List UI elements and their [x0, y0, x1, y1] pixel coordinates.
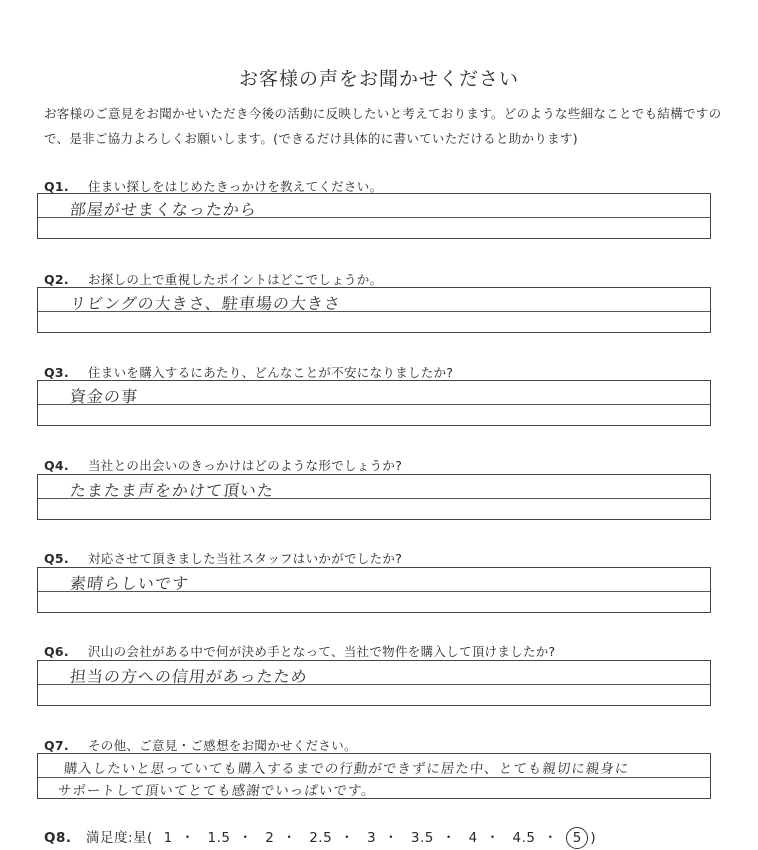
rating-option: 4.5	[512, 830, 536, 846]
answer-box-7	[37, 753, 711, 799]
question-6	[44, 642, 556, 660]
rating-separator: ・	[180, 830, 195, 846]
selected-rating: 5	[566, 827, 588, 849]
answer-divider	[38, 777, 710, 778]
rating-separator: ・	[384, 830, 399, 846]
answer-box-4	[37, 474, 711, 520]
question-text: 対応させて頂きました当社スタッフはいかがでしたか?	[88, 551, 403, 566]
answer-text: たまたま声をかけて頂いた	[68, 481, 275, 500]
rating-option: 2.5	[309, 830, 333, 846]
question-5	[44, 549, 402, 567]
question-number: Q7.	[44, 738, 69, 753]
rating-option: 2	[265, 830, 275, 846]
answer-box-3	[37, 380, 711, 426]
question-7	[44, 736, 357, 754]
rating-option: 4	[468, 830, 478, 846]
question-number: Q8.	[44, 830, 72, 846]
rating-label: 満足度:星(	[86, 830, 153, 846]
answer-divider	[38, 404, 710, 405]
rating-option: 1	[163, 830, 173, 846]
answer-text: 素晴らしいです	[68, 574, 190, 593]
rating-separator: ・	[282, 830, 297, 846]
question-4	[44, 456, 402, 474]
question-2	[44, 270, 382, 288]
question-text: 住まい探しをはじめたきっかけを教えてください。	[88, 179, 383, 194]
question-text: 当社との出会いのきっかけはどのような形でしょうか?	[88, 458, 403, 473]
rating-close: )	[590, 830, 597, 846]
question-number: Q2.	[44, 272, 69, 287]
question-text: お探しの上で重視したポイントはどこでしょうか。	[88, 272, 383, 287]
intro-text: お客様のご意見をお聞かせいただき今後の活動に反映したいと考えております。どのような些細なことでも結構ですので、是非ご協力よろしくお願いします。(できるだけ具体的に書いていただけると助かります)	[44, 106, 722, 146]
answer-text: 資金の事	[68, 387, 139, 406]
question-number: Q6.	[44, 644, 69, 659]
rating-separator: ・	[340, 830, 355, 846]
answer-text: 購入したいと思っていても購入するまでの行動ができずに居た中、とても親切に親身に	[62, 761, 631, 777]
page-title: お客様の声をお聞かせください	[238, 68, 519, 90]
answer-box-2	[37, 287, 711, 333]
answer-text: 担当の方への信用があったため	[68, 667, 309, 686]
rating-option: 1.5	[207, 830, 231, 846]
rating-separator: ・	[485, 830, 500, 846]
rating-separator: ・	[441, 830, 456, 846]
answer-text: 部屋がせまくなったから	[68, 200, 258, 219]
question-number: Q5.	[44, 551, 69, 566]
question-text: 住まいを購入するにあたり、どんなことが不安になりましたか?	[88, 365, 454, 380]
satisfaction-rating	[44, 826, 596, 849]
question-3	[44, 363, 453, 381]
rating-separator: ・	[238, 830, 253, 846]
answer-text: リビングの大きさ、駐車場の大きさ	[68, 294, 342, 313]
rating-separator: ・	[543, 830, 558, 846]
question-text: その他、ご意見・ご感想をお聞かせください。	[88, 738, 357, 753]
answer-box-1	[37, 193, 711, 239]
question-text: 沢山の会社がある中で何が決め手となって、当社で物件を購入して頂けましたか?	[88, 644, 556, 659]
question-number: Q3.	[44, 365, 69, 380]
answer-text-line2: サポートして頂いてとても感謝でいっぱいです。	[56, 783, 377, 799]
rating-option: 3.5	[410, 830, 434, 846]
question-number: Q1.	[44, 179, 69, 194]
answer-box-5	[37, 567, 711, 613]
question-number: Q4.	[44, 458, 69, 473]
answer-box-6	[37, 660, 711, 706]
rating-option: 3	[366, 830, 377, 846]
